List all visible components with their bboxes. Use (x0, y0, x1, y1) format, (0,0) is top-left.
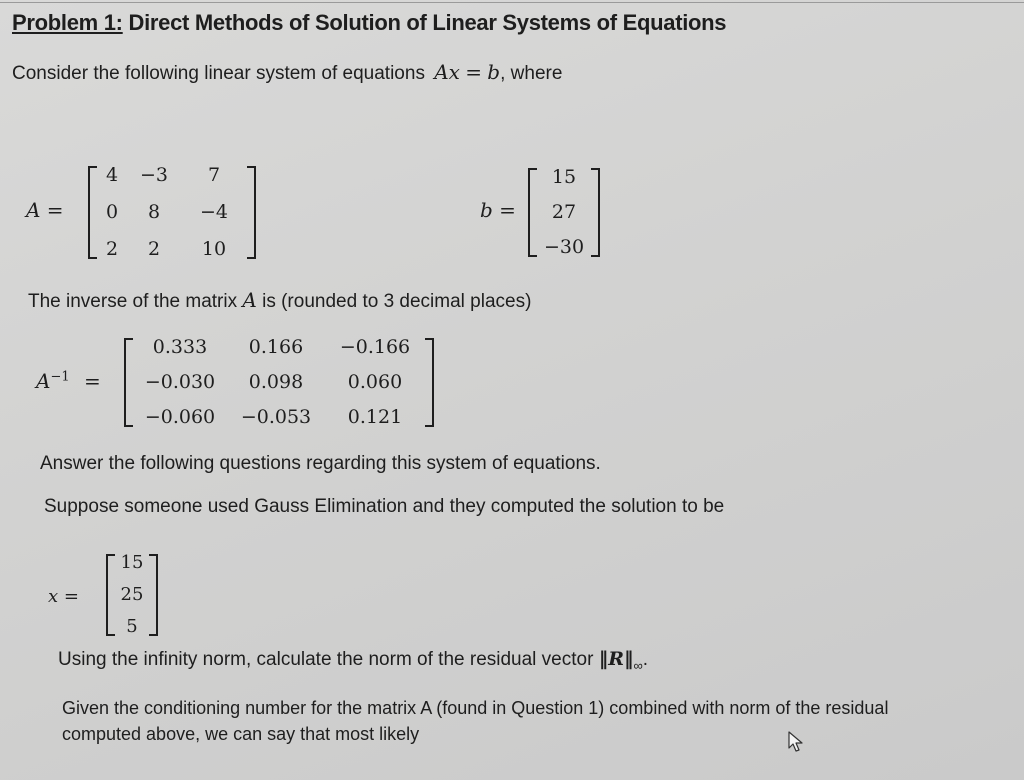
matrix-ainv-cell: 0.166 (248, 336, 304, 358)
vector-b-cell: 15 (551, 166, 577, 188)
vector-x-label: x = (48, 586, 79, 607)
matrix-a-cell: 4 (105, 164, 119, 186)
matrix-ainv-cell: −0.060 (144, 406, 216, 428)
matrix-a-left-bracket (88, 166, 97, 259)
vector-x (116, 554, 148, 636)
matrix-a-right-bracket (247, 166, 256, 259)
matrix-a-cell: −4 (199, 201, 228, 223)
vector-x-right-bracket (149, 554, 158, 636)
equation-rhs: b (487, 60, 501, 84)
intro-text: Consider the following linear system of equations (12, 63, 425, 84)
problem-number: Problem 1: (12, 10, 123, 35)
matrix-ainv-cell: 0.060 (347, 371, 403, 393)
vector-b-label: b = (480, 198, 516, 222)
vector-b-left-bracket (528, 168, 537, 257)
matrix-a-cell: 2 (147, 238, 161, 260)
vector-b (538, 168, 590, 257)
matrix-ainv-cell: 0.333 (152, 336, 208, 358)
matrix-a-cell: −3 (139, 164, 168, 186)
condition-line-1: Given the conditioning number for the matrix A (found in Question 1) combined with norm of the residual (62, 698, 889, 718)
matrix-a-cell: 2 (105, 238, 119, 260)
vector-b-cell: −30 (543, 236, 585, 258)
matrix-ainv (134, 338, 424, 427)
matrix-a-label: A = (26, 198, 64, 222)
matrix-ainv-cell: −0.030 (144, 371, 216, 393)
equation-eq: = (465, 60, 483, 84)
questions-intro: Answer the following questions regarding this system of equations. (40, 453, 601, 474)
equation-lhs: Ax (434, 60, 460, 84)
matrix-ainv-label: $A^{-1}$ = (36, 369, 101, 393)
matrix-ainv-cell: 0.121 (347, 406, 403, 428)
matrix-ainv-cell: 0.098 (248, 371, 304, 393)
matrix-a (98, 166, 246, 259)
problem-title (12, 10, 726, 36)
vector-b-right-bracket (591, 168, 600, 257)
intro-paragraph (12, 60, 562, 85)
vector-b-cell: 27 (551, 201, 577, 223)
intro-suffix: , where (500, 63, 563, 84)
matrix-ainv-cell: −0.053 (240, 406, 312, 428)
matrix-a-cell: 10 (201, 238, 227, 260)
matrix-a-cell: 7 (207, 164, 221, 186)
vector-x-cell: 25 (120, 584, 144, 605)
matrix-ainv-cell: −0.166 (339, 336, 411, 358)
matrix-ainv-left-bracket (124, 338, 133, 427)
problem-title-text: Direct Methods of Solution of Linear Systems of Equations (128, 10, 727, 35)
residual-paragraph: Using the infinity norm, calculate the norm of the residual vector $‖R‖_\infty$. (58, 648, 649, 673)
vector-x-cell: 15 (120, 552, 144, 573)
gauss-paragraph: Suppose someone used Gauss Elimination and they computed the solution to be (44, 496, 725, 517)
matrix-a-cell: 8 (147, 201, 161, 223)
vector-x-cell: 5 (126, 616, 138, 637)
matrix-ainv-right-bracket (425, 338, 434, 427)
top-rule (0, 2, 1024, 3)
inverse-paragraph: The inverse of the matrix A is (rounded to 3 decimal places) (28, 288, 532, 312)
mouse-pointer-icon (788, 731, 804, 753)
matrix-a-cell: 0 (105, 201, 119, 223)
condition-line-2: computed above, we can say that most likely (62, 724, 420, 744)
vector-x-left-bracket (106, 554, 115, 636)
